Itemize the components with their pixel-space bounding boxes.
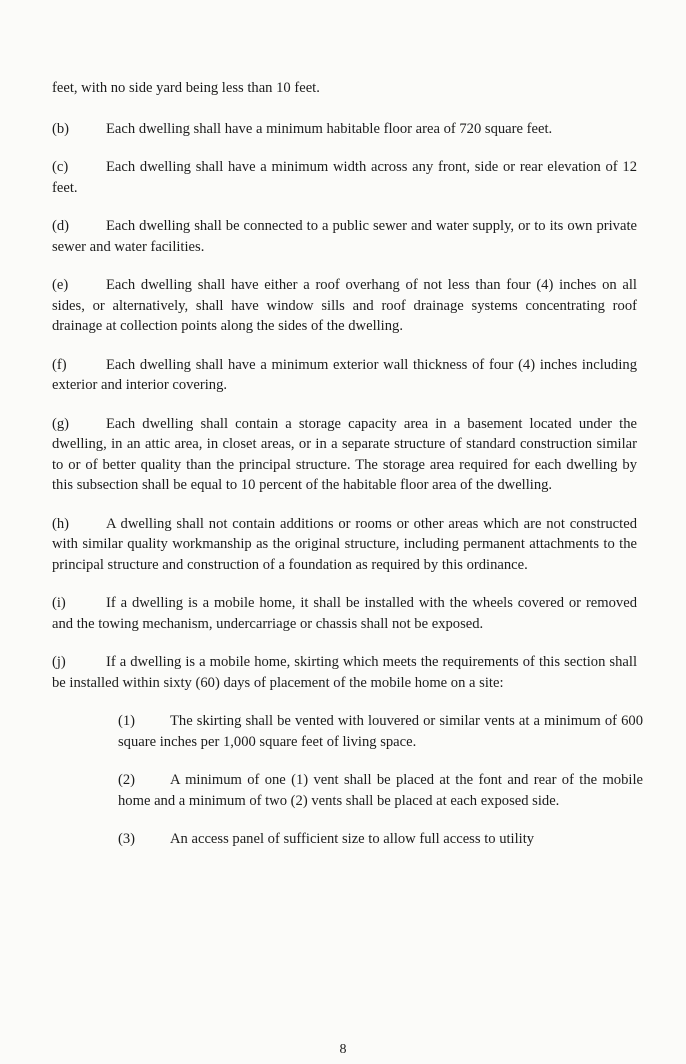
list-item-g — [52, 414, 637, 496]
item-text: Each dwelling shall contain a storage capacity area in a basement located under the dwelling, in an attic area, in closet areas, or in a separate structure of standard construction similar to or of better quality than the principal structure. The storage area required for each dwelling by this subsection shall be equal to 10 percent of the habitable floor area of the dwelling. — [52, 415, 637, 493]
item-label: (h) — [52, 515, 70, 532]
item-text: Each dwelling shall be connected to a public sewer and water supply, or to its own private sewer and water facilities. — [52, 218, 637, 255]
sub-item-1 — [118, 711, 643, 752]
sub-item-text: The skirting shall be vented with louvered or similar vents at a minimum of 600 square inches per 1,000 square feet of living space. — [118, 713, 643, 750]
item-text: If a dwelling is a mobile home, it shall be installed with the wheels covered or removed and the towing mechanism, undercarriage or chassis shall not be exposed. — [52, 595, 637, 632]
item-text: Each dwelling shall have a minimum exterior wall thickness of four (4) inches including exterior and interior covering. — [52, 356, 637, 393]
sub-item-label: (3) — [118, 831, 136, 847]
item-label: (e) — [52, 277, 69, 293]
item-label: (i) — [52, 595, 66, 611]
list-item-e — [52, 275, 637, 337]
sub-item-text: A minimum of one (1) vent shall be placed at the font and rear of the mobile home and a minimum of two (2) vents shall be placed at each exposed side. — [118, 772, 643, 809]
list-item-d — [52, 216, 637, 257]
sub-item-2 — [118, 770, 643, 811]
item-text: A dwelling shall not contain additions or rooms or other areas which are not constructed with similar quality workmanship as the original structure, including permanent attachments to the principal structure and construction of a foundation as required by this ordinance. — [52, 515, 637, 573]
list-item-b — [52, 119, 637, 140]
item-text: If a dwelling is a mobile home, skirting which meets the requirements of this section shall be installed within sixty (60) days of placement of the mobile home on a site: — [52, 654, 637, 691]
sub-item-label: (1) — [118, 713, 136, 729]
item-text: Each dwelling shall have a minimum habitable floor area of 720 square feet. — [106, 120, 553, 137]
item-label: (j) — [52, 654, 66, 670]
page-number: 8 — [339, 1042, 347, 1057]
list-item-f — [52, 355, 637, 396]
item-label: (c) — [52, 159, 69, 175]
list-item-c — [52, 157, 637, 198]
item-label: (b) — [52, 120, 70, 137]
opening-line: feet, with no side yard being less than 10 feet. — [52, 80, 320, 96]
document-page — [52, 78, 643, 868]
item-label: (g) — [52, 415, 70, 432]
sub-item-3 — [118, 829, 643, 850]
item-label: (d) — [52, 218, 70, 234]
item-text: Each dwelling shall have a minimum width across any front, side or rear elevation of 12 feet. — [52, 159, 637, 196]
item-label: (f) — [52, 356, 67, 373]
list-item-h — [52, 514, 637, 576]
sub-item-text: An access panel of sufficient size to allow full access to utility — [170, 831, 535, 847]
list-item-i — [52, 593, 637, 634]
list-item-j — [52, 652, 637, 693]
item-text: Each dwelling shall have either a roof overhang of not less than four (4) inches on all sides, or alternatively, shall have window sills and roof drainage systems concentrating roof drainage at collection points along the sides of the dwelling. — [52, 277, 637, 334]
sub-item-label: (2) — [118, 772, 136, 788]
